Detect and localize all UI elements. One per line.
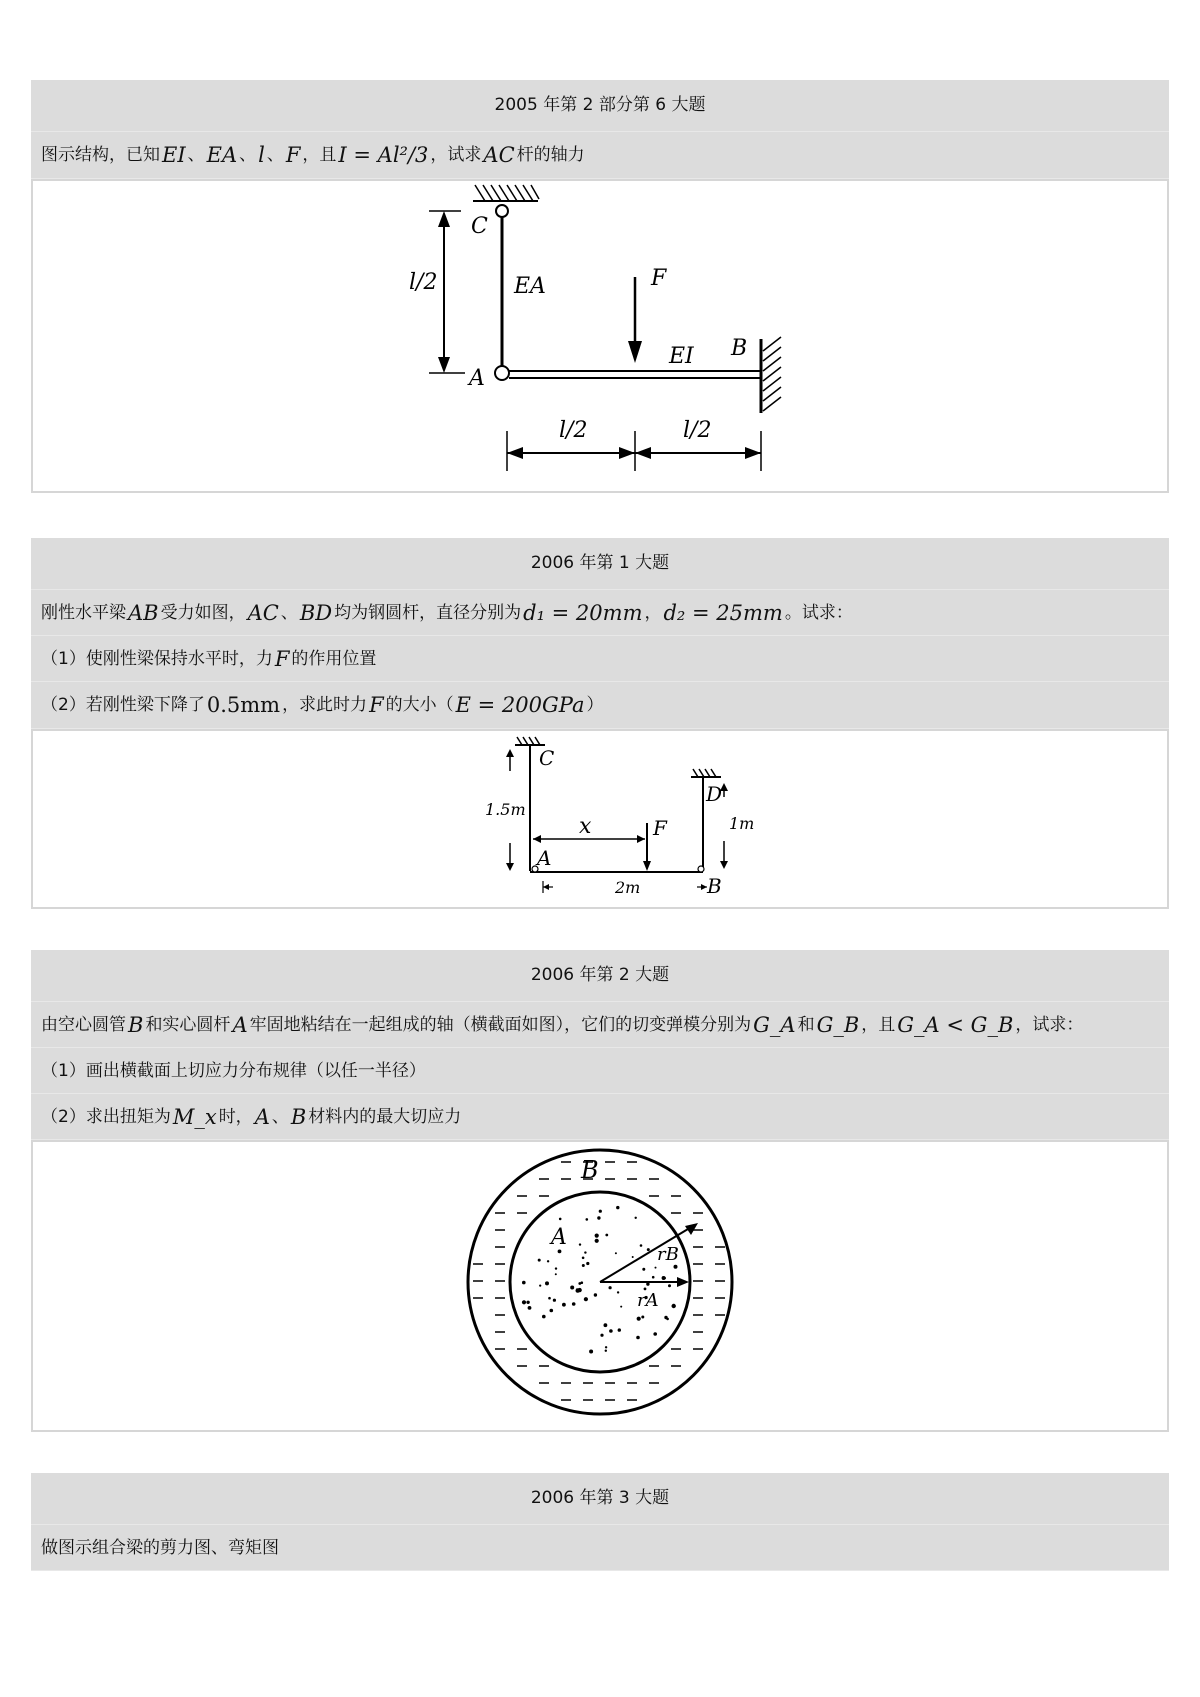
- problem-statement-line-2: （1）使刚性梁保持水平时，力 F 的作用位置: [31, 636, 1169, 682]
- rod-texture-dot: [550, 1309, 554, 1313]
- rod-texture-dot: [545, 1281, 549, 1285]
- rod-texture-dot: [526, 1301, 529, 1304]
- problem-statement-line-3: （2）求出扭矩为 M_x 时， A 、 B 材料内的最大切应力: [31, 1094, 1169, 1140]
- problem-statement-line-1: 刚性水平梁 AB 受力如图， AC 、 BD 均为钢圆杆，直径分别为 d₁ = 20mm ， d₂ = 25mm 。试求：: [31, 590, 1169, 636]
- rod-texture-dot: [558, 1250, 562, 1254]
- rod-texture-dot: [668, 1284, 671, 1287]
- label-ra: rA: [637, 1290, 659, 1311]
- label-height-2: 1m: [729, 814, 755, 833]
- rod-texture-dot: [655, 1267, 657, 1269]
- rod-texture-dot: [647, 1248, 650, 1251]
- rod-texture-dot: [635, 1217, 637, 1219]
- figure-rigid-beam: [33, 731, 1167, 907]
- label-d: D: [706, 782, 723, 806]
- label-b: B: [707, 874, 722, 898]
- rod-texture-dot: [652, 1276, 655, 1279]
- rod-texture-dot: [618, 1328, 621, 1331]
- rod-texture-dot: [547, 1260, 549, 1262]
- rod-texture-dot: [604, 1323, 608, 1327]
- label-rb: rB: [657, 1244, 679, 1265]
- rod-texture-dot: [577, 1288, 581, 1292]
- problem-title: 2006 年第 2 大题: [31, 950, 1169, 1002]
- rod-texture-dot: [615, 1252, 617, 1254]
- rod-texture-dot: [636, 1336, 640, 1340]
- label-ei: EI: [669, 344, 694, 369]
- label-f: F: [653, 816, 667, 840]
- label-height: l/2: [409, 270, 438, 295]
- rod-texture-dot: [642, 1268, 645, 1271]
- rod-texture-dot: [542, 1315, 546, 1319]
- label-a: A: [469, 366, 485, 391]
- label-span: 2m: [615, 878, 641, 897]
- rod-texture-dot: [597, 1216, 600, 1219]
- rod-texture-dot: [640, 1244, 643, 1247]
- rod-texture-dot: [562, 1303, 566, 1307]
- rod-texture-dot: [582, 1264, 585, 1267]
- label-b: B: [731, 336, 748, 361]
- rod-texture-dot: [605, 1346, 607, 1348]
- rod-texture-dot: [617, 1291, 619, 1293]
- figure-structure: [33, 181, 1167, 491]
- label-b: B: [581, 1156, 599, 1184]
- rod-texture-dot: [539, 1285, 541, 1287]
- rod-texture-dot: [553, 1299, 556, 1302]
- rod-texture-dot: [632, 1256, 634, 1258]
- rod-texture-dot: [578, 1282, 581, 1285]
- rod-texture-dot: [570, 1286, 574, 1290]
- problem-2: [31, 538, 1169, 909]
- figure-frame-cross-section: [31, 1140, 1169, 1432]
- problem-title: 2006 年第 1 大题: [31, 538, 1169, 590]
- rod-texture-dot: [641, 1316, 644, 1319]
- rod-texture-dot: [559, 1218, 562, 1221]
- rod-texture-dot: [595, 1234, 599, 1238]
- problem-3: [31, 950, 1169, 1432]
- problem-statement: 做图示组合梁的剪力图、弯矩图: [31, 1525, 1169, 1571]
- problem-title: 2006 年第 3 大题: [31, 1473, 1169, 1525]
- rod-texture-dot: [609, 1286, 612, 1289]
- figure-cross-section: [33, 1142, 1167, 1430]
- rod-texture-dot: [582, 1257, 585, 1260]
- label-a: A: [537, 846, 552, 870]
- label-a: A: [551, 1225, 567, 1250]
- problem-4: [31, 1473, 1169, 1571]
- rod-texture-dot: [594, 1293, 597, 1296]
- rod-texture-dot: [522, 1281, 526, 1285]
- label-height-1: 1.5m: [485, 800, 526, 819]
- problem-statement-line-2: （1）画出横截面上切应力分布规律（以任一半径）: [31, 1048, 1169, 1094]
- rod-texture-dot: [595, 1239, 599, 1243]
- rod-texture-dot: [600, 1334, 603, 1337]
- problem-1: [31, 80, 1169, 493]
- rod-texture-dot: [599, 1210, 602, 1213]
- rod-texture-dot: [637, 1317, 641, 1321]
- figure-frame-rigid-beam: [31, 729, 1169, 909]
- problem-statement: 图示结构，已知 EI 、 EA 、 l 、 F ，且 I = Al²/3 ，试求 AC 杆的轴力: [31, 132, 1169, 179]
- rod-texture-dot: [605, 1350, 607, 1352]
- label-x: x: [579, 814, 592, 839]
- problem-title: 2005 年第 2 部分第 6 大题: [31, 80, 1169, 132]
- figure-frame-structure: [31, 179, 1169, 493]
- rod-texture-dot: [589, 1350, 593, 1354]
- rod-texture-dot: [579, 1243, 581, 1245]
- rod-texture-dot: [586, 1218, 589, 1221]
- label-ea: EA: [514, 274, 546, 299]
- rod-texture-dot: [620, 1306, 622, 1308]
- rod-texture-dot: [538, 1259, 541, 1262]
- rod-texture-dot: [586, 1262, 589, 1265]
- rod-texture-dot: [584, 1297, 588, 1301]
- rod-texture-dot: [572, 1302, 576, 1306]
- rod-texture-dot: [522, 1300, 526, 1304]
- label-width-2: l/2: [683, 418, 712, 443]
- label-f: F: [651, 266, 667, 291]
- rod-texture-dot: [664, 1277, 666, 1279]
- problem-statement-line-1: 由空心圆管 B 和实心圆杆 A 牢固地粘结在一起组成的轴（横截面如图），它们的切变弹模分别为 G_A 和 G_B ，且 G_A < G_B ，试求：: [31, 1002, 1169, 1048]
- rod-texture-dot: [666, 1318, 669, 1321]
- rod-texture-dot: [548, 1297, 551, 1300]
- rod-texture-dot: [653, 1332, 657, 1336]
- rod-texture-dot: [616, 1206, 619, 1209]
- label-c: C: [539, 746, 555, 770]
- problem-statement-line-3: （2）若刚性梁下降了 0.5mm ，求此时力 F 的大小（ E = 200GPa ）: [31, 682, 1169, 729]
- rod-texture-dot: [674, 1265, 678, 1269]
- rod-texture-dot: [555, 1273, 557, 1275]
- label-c: C: [471, 214, 488, 239]
- rod-texture-dot: [555, 1267, 557, 1269]
- rod-texture-dot: [528, 1306, 532, 1310]
- rod-texture-dot: [584, 1251, 586, 1253]
- rod-texture-dot: [605, 1234, 608, 1237]
- label-width-1: l/2: [559, 418, 588, 443]
- rod-texture-dot: [672, 1304, 676, 1308]
- rod-texture-dot: [609, 1329, 613, 1333]
